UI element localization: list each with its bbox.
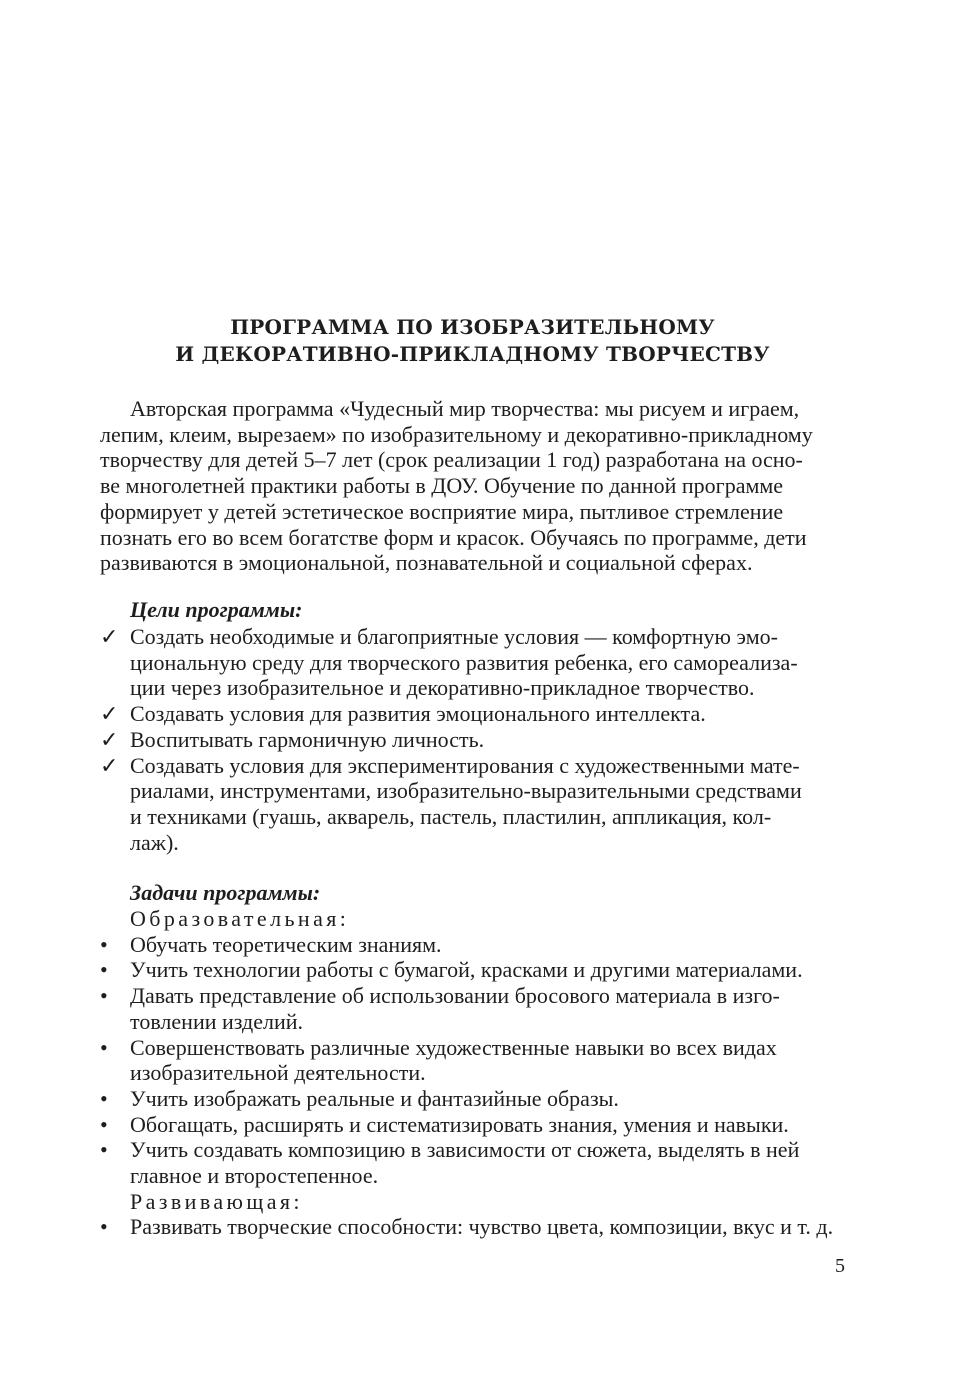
title-line-1: ПРОГРАММА ПО ИЗОБРАЗИТЕЛЬНОМУ [230, 315, 715, 339]
task-line: Совершенствовать различные художественные навыки во всех видах [130, 1034, 777, 1060]
bullet-icon: • [100, 1034, 108, 1060]
checkmark-icon: ✓ [100, 624, 119, 649]
goal-line: и техниками (гуашь, акварель, пастель, пластилин, аппликация, кол- [130, 803, 772, 829]
developmental-subheading [100, 1189, 845, 1215]
task-item [100, 1086, 845, 1112]
goal-line: Воспитывать гармоничную личность. [130, 726, 485, 752]
task-line: Обучать теоретическим знаниям. [130, 931, 442, 957]
goal-item [100, 727, 845, 753]
goal-line: ции через изобразительное и декоративно-прикладное творчество. [130, 675, 755, 701]
task-line: главное и второстепенное. [130, 1163, 379, 1189]
task-line: Развивать творческие способности: чувство цвета, композиции, вкус и т. д. [130, 1214, 834, 1240]
task-item [100, 983, 845, 1034]
goal-item [100, 753, 845, 856]
task-line: Учить создавать композицию в зависимости от сюжета, выделять в ней [130, 1137, 800, 1163]
goal-line: Создавать условия для экспериментирования с художественными мате- [130, 752, 800, 778]
checkmark-icon: ✓ [100, 701, 119, 727]
bullet-icon: • [100, 1111, 108, 1137]
task-line: товлении изделий. [130, 1008, 304, 1034]
task-item [100, 1214, 845, 1240]
educational-subheading [100, 906, 845, 932]
goal-line: риалами, инструментами, изобразительно-выразительными средствами [130, 778, 802, 804]
task-item [100, 957, 845, 983]
bullet-icon: • [100, 1085, 108, 1111]
bullet-icon: • [100, 1137, 108, 1163]
goals-list [100, 624, 845, 855]
developmental-label: Развивающая: [130, 1188, 303, 1214]
task-line: Учить технологии работы с бумагой, красками и другими материалами. [130, 957, 803, 983]
intro-line: лепим, клеим, вырезаем» по изобразительному и декоративно-прикладному [100, 421, 813, 447]
task-line: Обогащать, расширять и систематизировать знания, умения и навыки. [130, 1111, 789, 1137]
task-item [100, 1112, 845, 1138]
intro-line: познать его во всем богатстве форм и красок. Обучаясь по программе, дети [100, 524, 807, 550]
page-number: 5 [835, 1255, 845, 1277]
checkmark-icon: ✓ [100, 726, 119, 752]
goal-item [100, 624, 845, 701]
goal-line: циональную среду для творческого развития ребенка, его самореализа- [130, 649, 798, 675]
bullet-icon: • [100, 931, 108, 957]
intro-line: развиваются в эмоциональной, познавательной и социальной сферах. [100, 550, 753, 576]
task-line: Учить изображать реальные и фантазийные образы. [130, 1085, 619, 1111]
checkmark-icon: ✓ [100, 752, 119, 778]
educational-label: Образовательная: [130, 906, 350, 931]
task-line: изобразительной деятельности. [130, 1060, 426, 1086]
tasks-list [100, 906, 845, 1240]
intro-line: творчеству для детей 5–7 лет (срок реализации 1 год) разработана на осно- [100, 447, 803, 473]
intro-paragraph [100, 396, 845, 576]
intro-line: формирует у детей эстетическое восприятие мира, пытливое стремление [100, 498, 784, 524]
task-item [100, 1137, 845, 1188]
bullet-icon: • [100, 957, 108, 983]
task-line: Давать представление об использовании бросового материала в изго- [130, 983, 780, 1009]
task-item [100, 1035, 845, 1086]
intro-line: Авторская программа «Чудесный мир творчества: мы рисуем и играем, [130, 396, 800, 421]
intro-line: ве многолетней практики работы в ДОУ. Обучение по данной программе [100, 473, 784, 499]
goals-heading: Цели программы: [130, 597, 303, 622]
goal-line: лаж). [130, 829, 179, 855]
goal-line: Создавать условия для развития эмоционального интеллекта. [130, 701, 706, 727]
tasks-heading: Задачи программы: [130, 880, 321, 905]
bullet-icon: • [100, 1214, 108, 1240]
task-item [100, 932, 845, 958]
page-title [100, 314, 845, 368]
goal-line: Создать необходимые и благоприятные условия — комфортную эмо- [130, 624, 778, 649]
goal-item [100, 701, 845, 727]
bullet-icon: • [100, 983, 108, 1009]
title-line-2: И ДЕКОРАТИВНО-ПРИКЛАДНОМУ ТВОРЧЕСТВУ [175, 342, 770, 366]
